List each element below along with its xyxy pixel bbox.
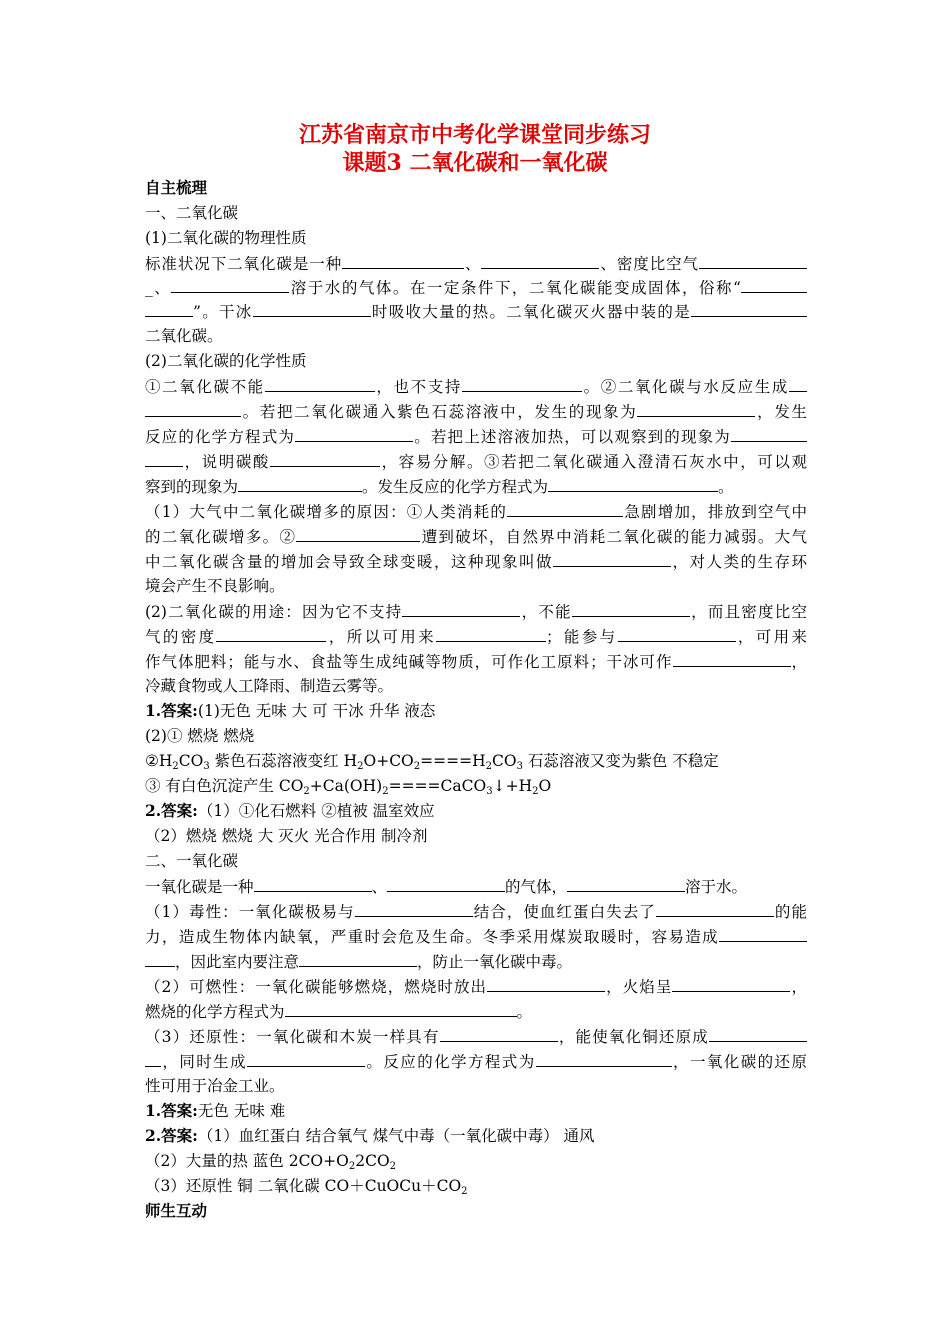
blank (295, 426, 413, 442)
text-line: (2)二氧化碳的用途：因为它不支持 ，不能 ，而且密度比空 (145, 603, 807, 621)
blank (462, 376, 582, 392)
text-line: 燃烧的化学方程式为 。 (145, 1003, 533, 1021)
section-heading-interaction: 师生互动 (145, 1201, 208, 1220)
text-line: 作气体肥料；能与水、食盐等生成纯碱等物质，可作化工原料；干冰可作 ， (145, 653, 807, 671)
blank (637, 401, 755, 417)
text-line: 气的密度 ，所以可用来 ；能参与 ，可用来 (145, 628, 807, 646)
blank (656, 901, 774, 917)
co2-physical-heading: (1)二氧化碳的物理性质 (145, 229, 307, 247)
answer-line: 1.答案:无色 无味 难 (145, 1101, 286, 1120)
blank (285, 1001, 517, 1017)
text-line: （2）可燃性：一氧化碳能够燃烧，燃烧时放出 ，火焰呈 ， (145, 978, 807, 996)
blank (247, 1051, 365, 1067)
blank (567, 876, 685, 892)
blank (507, 501, 623, 517)
answer-line: 2.答案:（1）血红蛋白 结合氧气 煤气中毒（一氧化碳中毒） 通风 (145, 1126, 595, 1145)
blank (296, 526, 420, 542)
lesson-title: 课题3 二氧化碳和一氧化碳 (342, 150, 608, 176)
blank (572, 601, 690, 617)
text-line: 标准状况下二氧化碳是一种 、 、密度比空气 (145, 253, 807, 274)
text-line: 中二氧化碳含量的增加会导致全球变暖，这种现象叫做 ，对人类的生存环 (145, 553, 807, 571)
text-line: 性可用于冶金工业。 (145, 1077, 285, 1095)
blank (265, 376, 375, 392)
text-line: ，说明碳酸 ，容易分解。③若把二氧化碳通入澄清石灰水中，可以观 (145, 451, 807, 472)
blank (402, 601, 520, 617)
blank (618, 626, 736, 642)
answer-equation: ③ 有白色沉淀产生 $CO_2+Ca(OH)_2====CaCO_3↓+H_2O$ (145, 777, 552, 797)
blank (387, 876, 505, 892)
answer-line: 1.答案:(1)无色 无味 大 可 干冰 升华 液态 (145, 701, 436, 720)
blank (672, 976, 790, 992)
blank (216, 626, 326, 642)
blank (145, 401, 241, 417)
blank (709, 1026, 807, 1042)
blank (673, 651, 791, 667)
text-line: _、 溶于水的气体。在一定条件下，二氧化碳能变成固体，俗称“ (145, 277, 807, 298)
blank (481, 253, 599, 269)
blank (254, 876, 372, 892)
blank (145, 301, 193, 317)
blank (553, 551, 671, 567)
blank (487, 976, 605, 992)
subsection-co: 二、一氧化碳 (145, 852, 239, 870)
blank (691, 301, 807, 317)
answer-line: (2)① 燃烧 燃烧 (145, 727, 255, 745)
blank (355, 901, 473, 917)
answer-equation: （3）还原性 铜 二氧化碳 $CO+CuOCu+CO_2$ (145, 1177, 468, 1197)
answer-line: （2）燃烧 燃烧 大 灭火 光合作用 制冷剂 (145, 827, 428, 845)
text-line: 反应的化学方程式为 。若把上述溶液加热，可以观察到的现象为 (145, 426, 807, 447)
text-line: 察到的现象为 。发生反应的化学方程式为 。 (145, 478, 734, 496)
blank (238, 476, 362, 492)
text-line: 冷藏食物或人工降雨、制造云雾等。 (145, 677, 394, 695)
blank (699, 253, 807, 269)
text-line: 的二氧化碳增多。② 遭到破坏，自然界中消耗二氧化碳的能力减弱。大气 (145, 528, 807, 546)
blank (171, 277, 289, 293)
blank (145, 951, 175, 967)
blank (253, 301, 371, 317)
text-line: 境会产生不良影响。 (145, 577, 285, 595)
blank (440, 1026, 558, 1042)
document-title: 江苏省南京市中考化学课堂同步练习 (298, 122, 651, 148)
blank (741, 277, 807, 293)
text-line: 二氧化碳。 (145, 327, 223, 345)
answer-line: 2.答案:（1）①化石燃料 ②植被 温室效应 (145, 801, 435, 820)
blank (719, 926, 807, 942)
blank (145, 451, 183, 467)
text-line: （1）大气中二氧化碳增多的原因：①人类消耗的 急剧增加，排放到空气中 (145, 503, 807, 521)
text-line: ①二氧化碳不能 ，也不支持 。②二氧化碳与水反应生成 (145, 376, 807, 397)
blank (270, 451, 380, 467)
blank (731, 426, 807, 442)
answer-equation: （2）大量的热 蓝色 $2CO+O_22CO_2$ (145, 1152, 397, 1172)
text-line: （3）还原性：一氧化碳和木炭一样具有 ，能使氧化铜还原成 (145, 1026, 807, 1047)
blank (299, 951, 417, 967)
text-line: 一氧化碳是一种 、 的气体， 溶于水。 (145, 878, 748, 896)
subsection-co2: 一、二氧化碳 (145, 204, 239, 222)
blank (536, 1051, 672, 1067)
blank (548, 476, 718, 492)
text-line: ，因此室内要注意 ，防止一氧化碳中毒。 (145, 951, 572, 972)
text-line: （1）毒性：一氧化碳极易与 结合，使血红蛋白失去了 的能 (145, 903, 807, 921)
text-line: 力，造成生物体内缺氧，严重时会危及生命。冬季采用煤炭取暖时，容易造成 (145, 926, 807, 947)
co2-chemical-heading: (2)二氧化碳的化学性质 (145, 352, 307, 370)
section-heading-self-study: 自主梳理 (145, 178, 208, 197)
answer-equation: $②H_2CO_3$ 紫色石蕊溶液变红 $H_2O+CO_2====H_2CO_3$ 石蕊溶液又变为紫色 不稳定 (145, 752, 719, 772)
text-line: 。若把二氧化碳通入紫色石蕊溶液中，发生的现象为 ，发生 (145, 401, 807, 422)
text-line: ”。干冰 时吸收大量的热。二氧化碳灭火器中装的是 (145, 301, 807, 322)
blank (436, 626, 546, 642)
blank (789, 376, 807, 392)
blank (145, 1051, 161, 1067)
blank (342, 253, 464, 269)
text-line: ，同时生成 。反应的化学方程式为 ，一氧化碳的还原 (145, 1051, 807, 1072)
